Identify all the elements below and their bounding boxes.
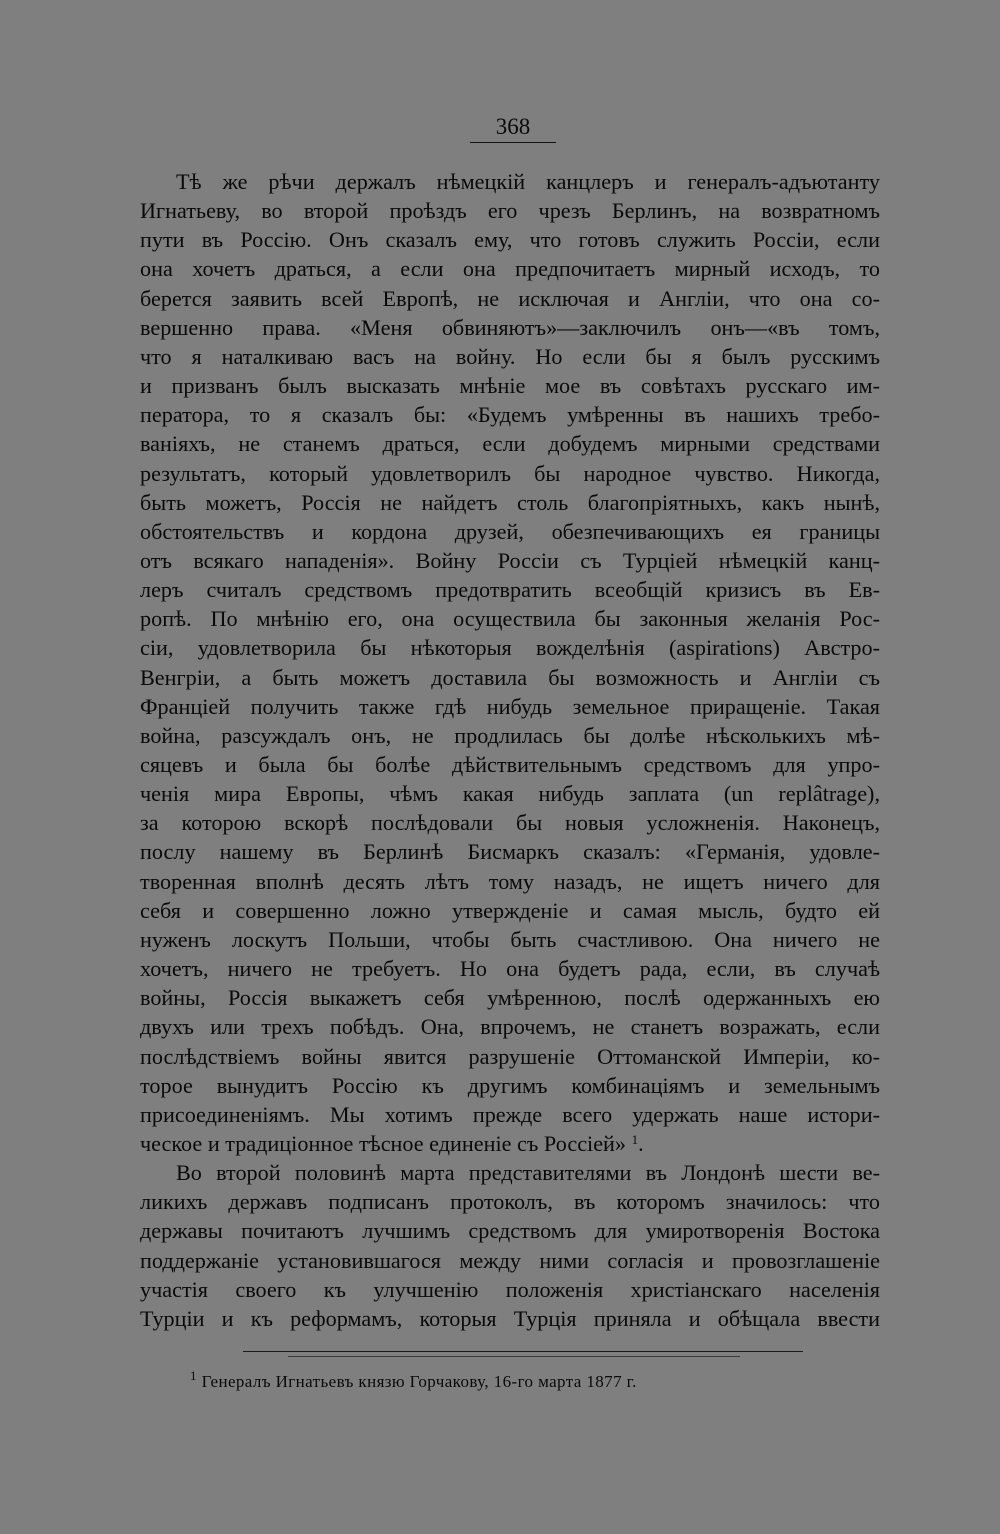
text-line: нуженъ лоскутъ Польши, чтобы быть счастливою. Она ничего не [140, 926, 880, 952]
text-line: сіи, удовлетворила бы нѣкоторыя вожделѣнія (aspirations) Австро- [140, 635, 880, 661]
text-line: войны, Россія выкажетъ себя умѣренною, послѣ одержанныхъ ею [140, 985, 880, 1011]
text-line: поддержаніе установившагося между ними согласія и провозглашеніе [140, 1247, 880, 1273]
text-line: себя и совершенно ложно утвержденіе и самая мысль, будто ей [140, 897, 880, 923]
text-line: ператора, то я сказалъ бы: «Будемъ умѣренны въ нашихъ требо- [140, 402, 880, 428]
text-line: ликихъ державъ подписанъ протоколъ, въ которомъ значилось: что [140, 1189, 880, 1215]
text-line: участія своего къ улучшенію положенія христіанскаго населенія [140, 1276, 880, 1302]
text-line: за которою вскорѣ послѣдовали бы новыя усложненія. Наконецъ, [140, 810, 880, 836]
text-line: она хочетъ драться, а если она предпочитаетъ мирный исходъ, то [140, 256, 880, 282]
text-line: быть можетъ, Россія не найдетъ столь благопріятныхъ, какъ нынѣ, [140, 489, 880, 515]
footnote-marker: 1 [190, 1368, 197, 1383]
text-line: присоединеніямъ. Мы хотимъ прежде всего удержать наше истори- [140, 1101, 880, 1127]
text-line: Турціи и къ реформамъ, которыя Турція приняла и обѣщала ввести [140, 1305, 880, 1331]
footnote-separator [243, 1351, 803, 1352]
text-line: отъ всякаго нападенія». Войну Россіи съ Турціей нѣмецкій канц- [140, 548, 880, 573]
footnote-separator-inner [288, 1356, 740, 1357]
text-line: торое вынудитъ Россію къ другимъ комбинаціямъ и земельнымъ [140, 1072, 880, 1098]
text-line-content: ческое и традиціонное тѣсное единеніе съ Россіей» [140, 1130, 627, 1156]
footnote [190, 1369, 637, 1395]
text-line: Тѣ же рѣчи держалъ нѣмецкій канцлеръ и генералъ-адъютанту [176, 169, 880, 194]
text-line: хочетъ, ничего не требуетъ. Но она будетъ рада, если, въ случаѣ [140, 956, 880, 981]
text-line: леръ считалъ средствомъ предотвратить всеобщій кризисъ въ Ев- [140, 577, 880, 603]
text-line: Франціей получить также гдѣ нибудь земельное приращеніе. Такая [140, 693, 880, 719]
text-line: ропѣ. По мнѣнію его, она осуществила бы законныя желанія Рос- [140, 606, 880, 632]
text-line: вершенно права. «Меня обвиняютъ»—заключилъ онъ—«въ томъ, [140, 314, 880, 340]
text-line [140, 1129, 880, 1158]
text-line: двухъ или трехъ побѣдъ. Она, впрочемъ, не станетъ возражать, если [140, 1014, 880, 1040]
text-line: державы почитаютъ лучшимъ средствомъ для умиротворенія Востока [140, 1218, 880, 1244]
text-line: результатъ, который удовлетворилъ бы народное чувство. Никогда, [140, 460, 880, 486]
text-line: Игнатьеву, во второй проѣздъ его чрезъ Берлинъ, на возвратномъ [140, 198, 880, 224]
text-line: сяцевъ и была бы болѣе дѣйствительнымъ средствомъ для упро- [140, 752, 880, 777]
page-number: 368 [495, 114, 531, 139]
text-line: послу нашему въ Берлинѣ Бисмаркъ сказалъ: «Германія, удовле- [140, 839, 880, 865]
text-line: и призванъ былъ высказать мнѣніе мое въ совѣтахъ русскаго им- [140, 373, 880, 398]
text-line: творенная вполнѣ десять лѣтъ тому назадъ, не ищетъ ничего для [140, 868, 880, 894]
footnote-reference-suffix: . [638, 1130, 644, 1156]
text-line: Венгріи, а быть можетъ доставила бы возможность и Англіи съ [140, 664, 880, 690]
footnote-reference: 1 [631, 1131, 639, 1147]
text-line: что я наталкиваю васъ на войну. Но если бы я былъ русскимъ [140, 343, 880, 369]
page-number-rule [470, 142, 556, 143]
text-line: пути въ Россію. Онъ сказалъ ему, что готовъ служить Россіи, если [140, 227, 880, 253]
text-line: война, разсуждалъ онъ, не продлилась бы долѣе нѣсколькихъ мѣ- [140, 722, 880, 748]
text-line: ваніяхъ, не станемъ драться, если добудемъ мирными средствами [140, 431, 880, 457]
footnote-text: Генералъ Игнатьевъ князю Горчакову, 16-го марта 1877 г. [201, 1372, 637, 1391]
text-line: Во второй половинѣ марта представителями въ Лондонѣ шести ве- [176, 1160, 880, 1186]
text-line: обстоятельствъ и кордона друзей, обезпечивающихъ ея границы [140, 518, 880, 544]
text-line: послѣдствіемъ войны явится разрушеніе Оттоманской Имперіи, ко- [140, 1043, 880, 1069]
text-line: ченія мира Европы, чѣмъ какая нибудь заплата (un replâtrage), [140, 781, 880, 807]
text-line: берется заявить всей Европѣ, не исключая и Англіи, что она со- [140, 285, 880, 311]
